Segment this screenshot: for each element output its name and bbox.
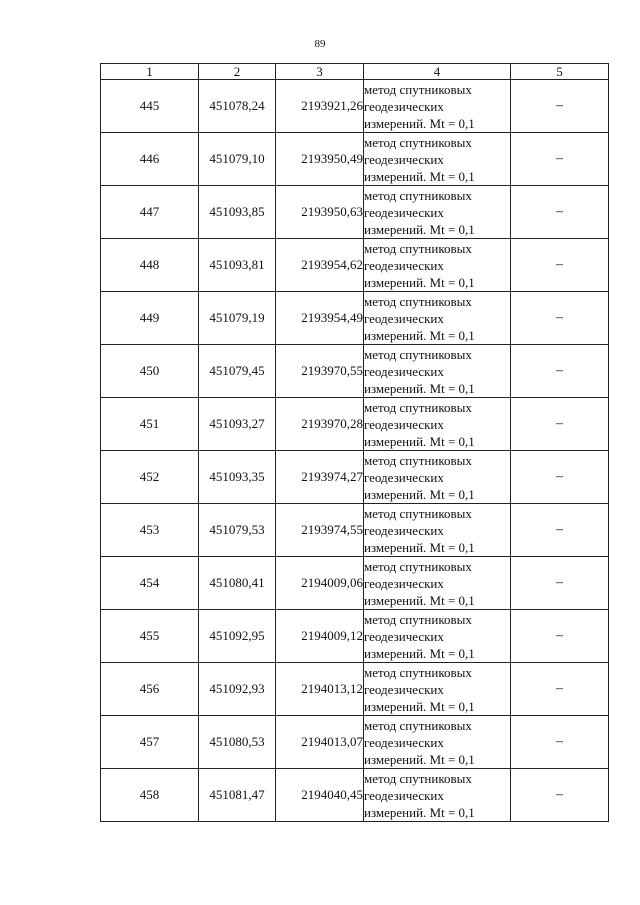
method-line-2: геодезических bbox=[364, 98, 444, 114]
method-line-2: геодезических bbox=[364, 628, 444, 644]
method-line-3: измерений. Mt = 0,1 bbox=[364, 274, 475, 290]
x-coordinate: 451093,85 bbox=[199, 186, 276, 239]
y-coordinate: 2193970,28 bbox=[276, 398, 364, 451]
method-line-2: геодезических bbox=[364, 575, 444, 591]
method-line-3: измерений. Mt = 0,1 bbox=[364, 698, 475, 714]
table-row bbox=[101, 663, 609, 716]
method-line-2: геодезических bbox=[364, 310, 444, 326]
method-line-3: измерений. Mt = 0,1 bbox=[364, 592, 475, 608]
method-line-1: метод спутниковых bbox=[364, 717, 472, 733]
y-coordinate: 2193954,62 bbox=[276, 239, 364, 292]
method-line-2: геодезических bbox=[364, 416, 444, 432]
y-coordinate: 2193921,26 bbox=[276, 80, 364, 133]
method-line-1: метод спутниковых bbox=[364, 505, 472, 521]
description-dash: – bbox=[511, 716, 609, 769]
x-coordinate: 451081,47 bbox=[199, 769, 276, 822]
method-line-3: измерений. Mt = 0,1 bbox=[364, 221, 475, 237]
description-dash: – bbox=[511, 239, 609, 292]
column-header-4: 4 bbox=[364, 64, 511, 80]
table-row bbox=[101, 186, 609, 239]
point-number: 445 bbox=[101, 80, 199, 133]
table-row bbox=[101, 557, 609, 610]
method-description bbox=[364, 239, 511, 292]
description-dash: – bbox=[511, 557, 609, 610]
method-line-3: измерений. Mt = 0,1 bbox=[364, 751, 475, 767]
method-line-1: метод спутниковых bbox=[364, 399, 472, 415]
description-dash: – bbox=[511, 504, 609, 557]
description-dash: – bbox=[511, 769, 609, 822]
y-coordinate: 2194009,12 bbox=[276, 610, 364, 663]
point-number: 448 bbox=[101, 239, 199, 292]
x-coordinate: 451080,41 bbox=[199, 557, 276, 610]
method-description bbox=[364, 80, 511, 133]
point-number: 450 bbox=[101, 345, 199, 398]
description-dash: – bbox=[511, 133, 609, 186]
x-coordinate: 451093,35 bbox=[199, 451, 276, 504]
table-row bbox=[101, 292, 609, 345]
method-line-2: геодезических bbox=[364, 151, 444, 167]
method-description bbox=[364, 663, 511, 716]
column-header-3: 3 bbox=[276, 64, 364, 80]
method-line-1: метод спутниковых bbox=[364, 452, 472, 468]
method-line-3: измерений. Mt = 0,1 bbox=[364, 539, 475, 555]
method-line-1: метод спутниковых bbox=[364, 611, 472, 627]
method-line-1: метод спутниковых bbox=[364, 81, 472, 97]
x-coordinate: 451079,19 bbox=[199, 292, 276, 345]
table-row bbox=[101, 610, 609, 663]
method-line-1: метод спутниковых bbox=[364, 664, 472, 680]
table-row bbox=[101, 451, 609, 504]
description-dash: – bbox=[511, 186, 609, 239]
y-coordinate: 2193950,49 bbox=[276, 133, 364, 186]
y-coordinate: 2193954,49 bbox=[276, 292, 364, 345]
method-description bbox=[364, 133, 511, 186]
method-line-1: метод спутниковых bbox=[364, 187, 472, 203]
method-line-2: геодезических bbox=[364, 522, 444, 538]
method-line-2: геодезических bbox=[364, 469, 444, 485]
point-number: 446 bbox=[101, 133, 199, 186]
point-number: 449 bbox=[101, 292, 199, 345]
x-coordinate: 451093,81 bbox=[199, 239, 276, 292]
method-description bbox=[364, 716, 511, 769]
method-line-2: геодезических bbox=[364, 363, 444, 379]
method-line-1: метод спутниковых bbox=[364, 346, 472, 362]
table-row bbox=[101, 345, 609, 398]
method-description bbox=[364, 504, 511, 557]
table-row bbox=[101, 504, 609, 557]
point-number: 455 bbox=[101, 610, 199, 663]
point-number: 452 bbox=[101, 451, 199, 504]
method-description bbox=[364, 345, 511, 398]
point-number: 458 bbox=[101, 769, 199, 822]
description-dash: – bbox=[511, 80, 609, 133]
description-dash: – bbox=[511, 292, 609, 345]
description-dash: – bbox=[511, 663, 609, 716]
method-line-2: геодезических bbox=[364, 734, 444, 750]
table-row bbox=[101, 769, 609, 822]
method-line-1: метод спутниковых bbox=[364, 240, 472, 256]
method-line-3: измерений. Mt = 0,1 bbox=[364, 433, 475, 449]
method-description bbox=[364, 451, 511, 504]
method-line-2: геодезических bbox=[364, 787, 444, 803]
x-coordinate: 451093,27 bbox=[199, 398, 276, 451]
method-description bbox=[364, 769, 511, 822]
point-number: 447 bbox=[101, 186, 199, 239]
method-line-3: измерений. Mt = 0,1 bbox=[364, 115, 475, 131]
table-header-row bbox=[101, 64, 609, 80]
method-description bbox=[364, 610, 511, 663]
method-description bbox=[364, 398, 511, 451]
table-body bbox=[101, 80, 609, 822]
column-header-1: 1 bbox=[101, 64, 199, 80]
y-coordinate: 2193950,63 bbox=[276, 186, 364, 239]
column-header-2: 2 bbox=[199, 64, 276, 80]
point-number: 457 bbox=[101, 716, 199, 769]
description-dash: – bbox=[511, 610, 609, 663]
method-line-3: измерений. Mt = 0,1 bbox=[364, 168, 475, 184]
x-coordinate: 451078,24 bbox=[199, 80, 276, 133]
description-dash: – bbox=[511, 398, 609, 451]
x-coordinate: 451092,95 bbox=[199, 610, 276, 663]
method-line-1: метод спутниковых bbox=[364, 134, 472, 150]
method-line-3: измерений. Mt = 0,1 bbox=[364, 486, 475, 502]
method-line-3: измерений. Mt = 0,1 bbox=[364, 380, 475, 396]
table-row bbox=[101, 239, 609, 292]
method-line-3: измерений. Mt = 0,1 bbox=[364, 327, 475, 343]
method-description bbox=[364, 557, 511, 610]
x-coordinate: 451092,93 bbox=[199, 663, 276, 716]
method-line-1: метод спутниковых bbox=[364, 558, 472, 574]
method-line-3: измерений. Mt = 0,1 bbox=[364, 645, 475, 661]
y-coordinate: 2193970,55 bbox=[276, 345, 364, 398]
x-coordinate: 451080,53 bbox=[199, 716, 276, 769]
method-line-2: геодезических bbox=[364, 257, 444, 273]
y-coordinate: 2193974,27 bbox=[276, 451, 364, 504]
column-header-5: 5 bbox=[511, 64, 609, 80]
method-line-2: геодезических bbox=[364, 681, 444, 697]
y-coordinate: 2194013,07 bbox=[276, 716, 364, 769]
y-coordinate: 2194040,45 bbox=[276, 769, 364, 822]
method-line-3: измерений. Mt = 0,1 bbox=[364, 804, 475, 820]
table-row bbox=[101, 398, 609, 451]
method-line-2: геодезических bbox=[364, 204, 444, 220]
method-line-1: метод спутниковых bbox=[364, 770, 472, 786]
point-number: 453 bbox=[101, 504, 199, 557]
x-coordinate: 451079,45 bbox=[199, 345, 276, 398]
y-coordinate: 2194013,12 bbox=[276, 663, 364, 716]
x-coordinate: 451079,10 bbox=[199, 133, 276, 186]
description-dash: – bbox=[511, 345, 609, 398]
method-description bbox=[364, 186, 511, 239]
point-number: 456 bbox=[101, 663, 199, 716]
y-coordinate: 2194009,06 bbox=[276, 557, 364, 610]
point-number: 451 bbox=[101, 398, 199, 451]
y-coordinate: 2193974,55 bbox=[276, 504, 364, 557]
method-description bbox=[364, 292, 511, 345]
description-dash: – bbox=[511, 451, 609, 504]
page-number: 89 bbox=[314, 38, 326, 50]
x-coordinate: 451079,53 bbox=[199, 504, 276, 557]
table-row bbox=[101, 716, 609, 769]
table-row bbox=[101, 80, 609, 133]
table-row bbox=[101, 133, 609, 186]
coordinates-table bbox=[100, 63, 609, 822]
method-line-1: метод спутниковых bbox=[364, 293, 472, 309]
point-number: 454 bbox=[101, 557, 199, 610]
